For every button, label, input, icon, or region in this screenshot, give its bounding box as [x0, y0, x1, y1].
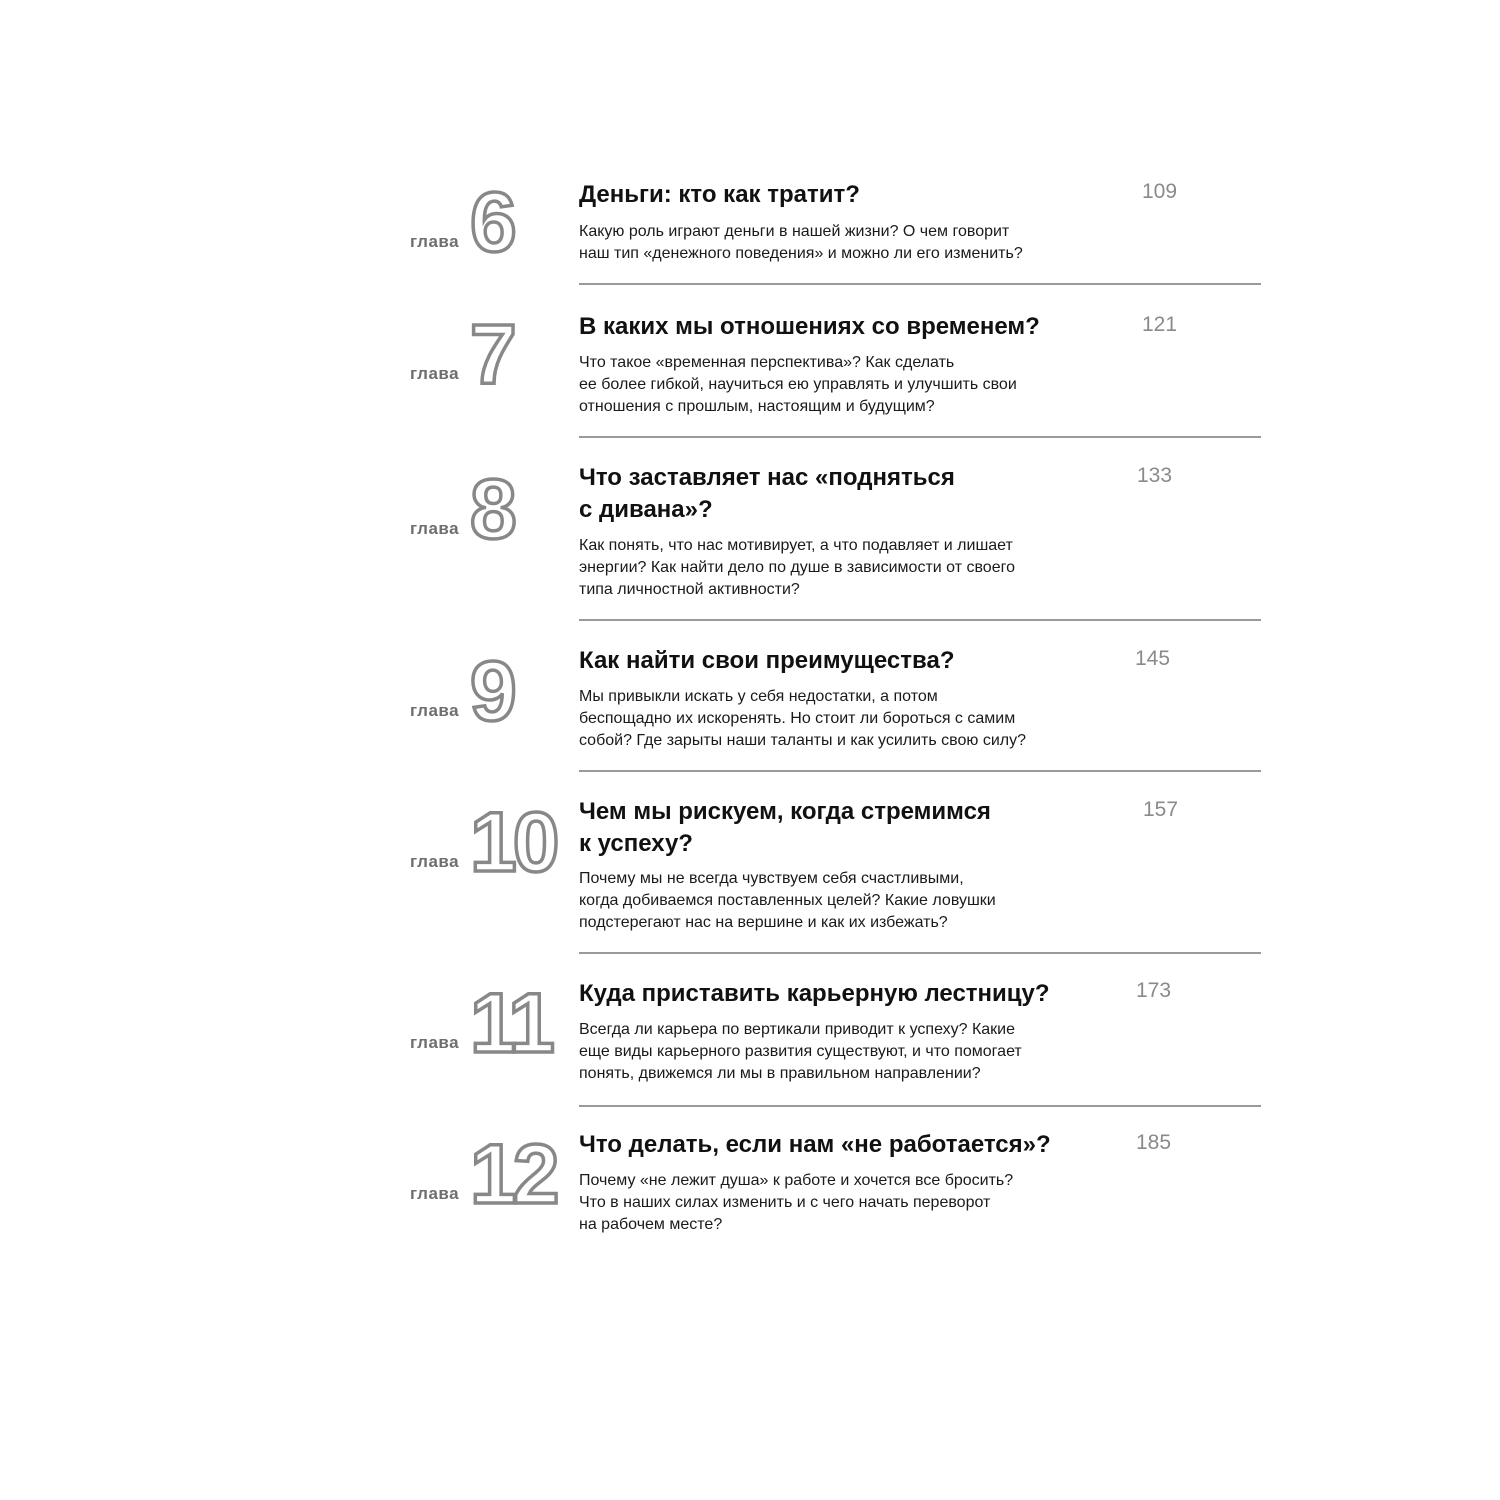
chapter-description: Мы привыкли искать у себя недостатки, а потом беспощадно их искоренять. Но стоит ли бороться с самим собой? Где зарыты наши таланты и как усилить свою силу? [579, 688, 1026, 749]
chapter-description: Какую роль играют деньги в нашей жизни? О чем говорит наш тип «денежного поведения» и можно ли его изменить? [579, 223, 1023, 262]
chapter-number: 11 [470, 976, 551, 1070]
chapter-description: Почему мы не всегда чувствуем себя счастливыми, когда добиваемся поставленных целей? Какие ловушки подстерегают нас на вершине и как их избежать? [579, 870, 996, 931]
divider [579, 283, 1261, 285]
divider [579, 952, 1261, 954]
chapter-number: 7 [470, 307, 513, 401]
chapter-title[interactable]: Куда приставить карьерную лестницу? [579, 980, 1050, 1007]
chapter-label: глава [410, 519, 460, 538]
page-number[interactable]: 173 [1136, 979, 1172, 1002]
page-number[interactable]: 185 [1136, 1131, 1172, 1154]
divider [579, 436, 1261, 438]
page-number[interactable]: 133 [1137, 464, 1173, 487]
chapter-label: глава [410, 1033, 460, 1052]
chapter-description: Почему «не лежит душа» к работе и хочется все бросить? Что в наших силах изменить и с чего начать переворот на рабочем месте? [579, 1172, 1014, 1233]
chapter-number: 12 [470, 1127, 556, 1221]
chapter-title[interactable]: Чем мы рискуем, когда стремимся к успеху? [579, 798, 991, 857]
page-number[interactable]: 121 [1142, 313, 1178, 336]
chapter-title[interactable]: Что делать, если нам «не работается»? [579, 1131, 1051, 1158]
chapter-number: 10 [470, 795, 556, 889]
chapter-label: глава [410, 852, 460, 871]
divider [579, 770, 1261, 772]
divider [579, 619, 1261, 621]
chapter-description: Что такое «временная перспектива»? Как сделать ее более гибкой, научиться ею управлять и улучшить свои отношения с прошлым, настоящим и будущим? [579, 354, 1017, 415]
chapter-label: глава [410, 232, 460, 251]
chapter-description: Как понять, что нас мотивирует, а что подавляет и лишает энергии? Как найти дело по душе в зависимости от своего типа личностной активности? [579, 537, 1015, 598]
page-number[interactable]: 157 [1143, 798, 1179, 821]
chapter-label: глава [410, 701, 460, 720]
chapter-label: глава [410, 364, 460, 383]
chapter-title[interactable]: Как найти свои преимущества? [579, 647, 955, 674]
chapter-title[interactable]: В каких мы отношениях со временем? [579, 313, 1040, 340]
chapter-title[interactable]: Деньги: кто как тратит? [579, 181, 860, 208]
chapter-number: 8 [470, 462, 513, 556]
page-number[interactable]: 109 [1142, 180, 1178, 203]
chapter-title[interactable]: Что заставляет нас «подняться с дивана»? [579, 464, 955, 523]
divider [579, 1105, 1261, 1107]
chapter-number: 6 [470, 175, 513, 269]
chapter-description: Всегда ли карьера по вертикали приводит к успеху? Какие еще виды карьерного развития существуют, и что помогает понять, движемся ли мы в правильном направлении? [579, 1021, 1022, 1082]
page-number[interactable]: 145 [1135, 647, 1171, 670]
chapter-label: глава [410, 1184, 460, 1203]
chapter-number: 9 [470, 644, 513, 738]
